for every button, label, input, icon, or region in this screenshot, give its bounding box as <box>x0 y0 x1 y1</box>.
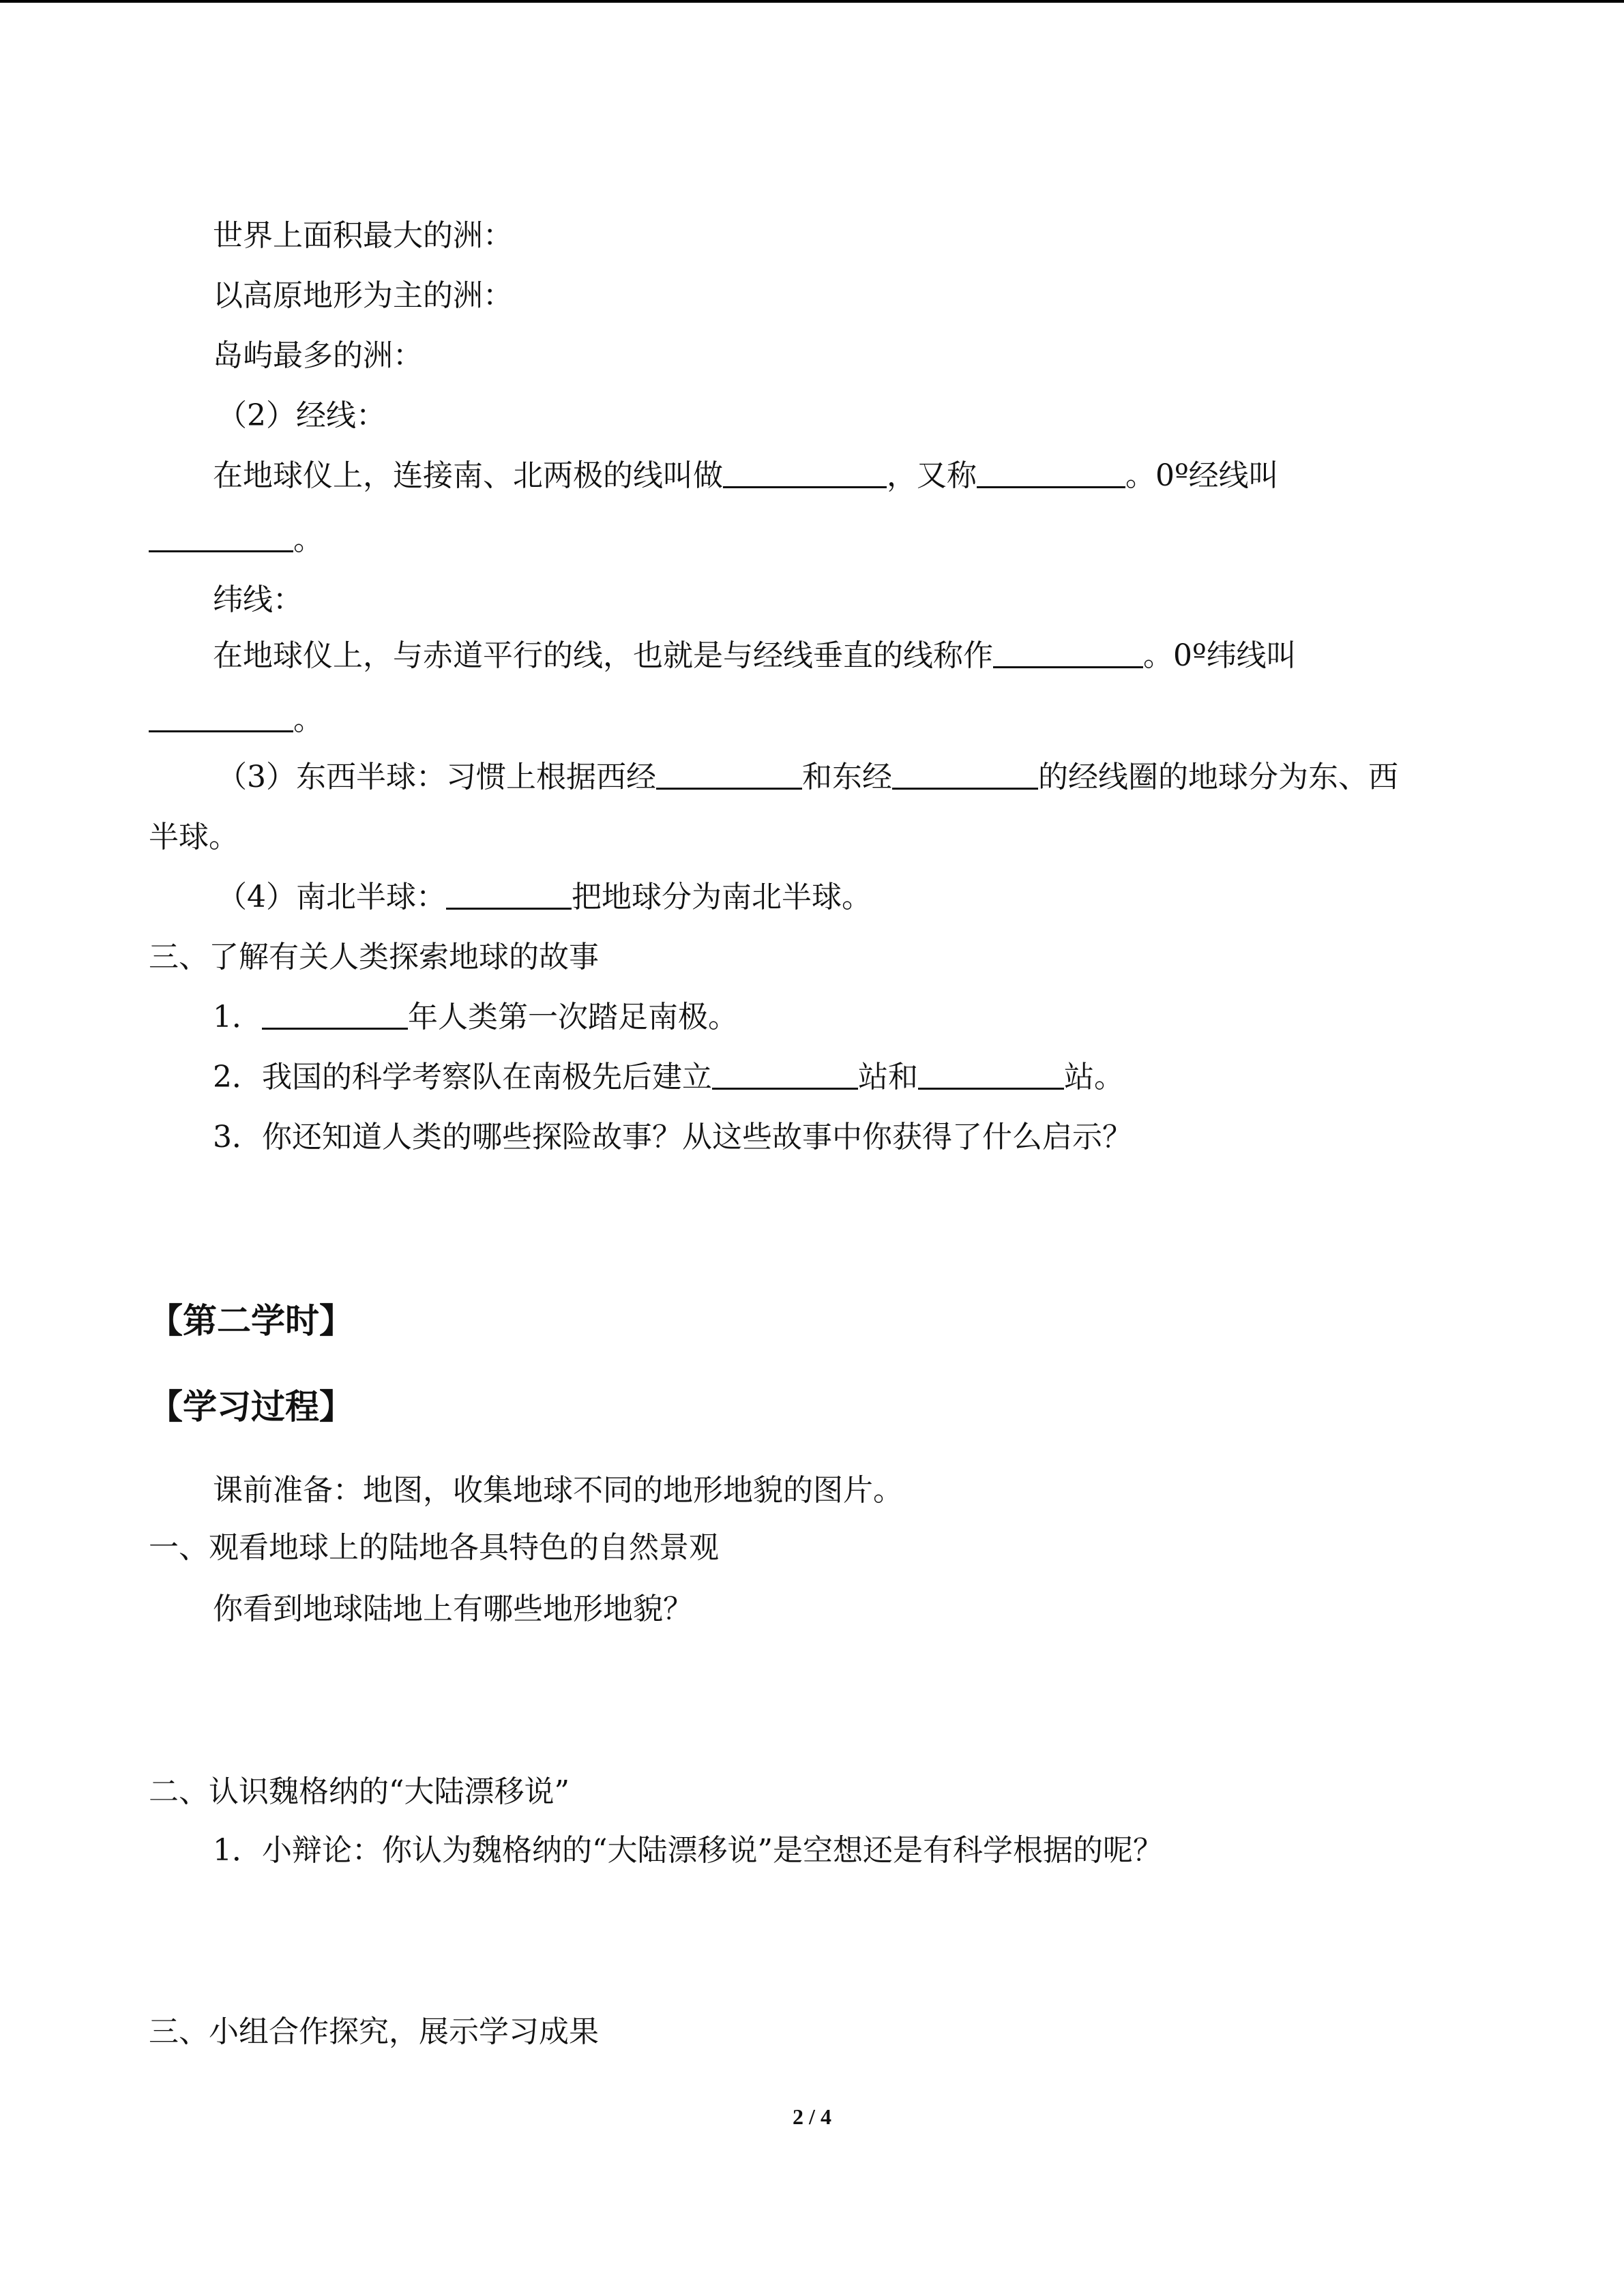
hemi-ns-text-b: 把地球分为南北半球。 <box>572 880 872 914</box>
q1-number: 1． <box>213 1000 262 1034</box>
answer-blank[interactable] <box>446 878 572 910</box>
answer-blank[interactable] <box>918 1058 1064 1090</box>
hemi-ew-text-b: 和东经 <box>802 760 892 794</box>
latitude-definition-cont <box>149 700 323 741</box>
section-two-question: 1．小辩论：你认为魏格纳的“大陆漂移说”是空想还是有科学根据的呢？ <box>213 1833 1163 1868</box>
question-3: 3．你还知道人类的哪些探险故事？从这些故事中你获得了什么启示？ <box>213 1120 1132 1154</box>
section-two-title: 二、认识魏格纳的“大陆漂移说” <box>149 1774 570 1809</box>
section-one-title: 一、观看地球上的陆地各具特色的自然景观 <box>149 1530 719 1565</box>
longitude-title: （2）经线： <box>217 398 386 433</box>
longitude-text-b: ，又称 <box>887 458 977 493</box>
answer-blank[interactable] <box>149 700 293 732</box>
hemi-ew-text-a: （3）东西半球：习惯上根据西经 <box>217 760 656 794</box>
answer-blank[interactable] <box>149 520 293 552</box>
q2-text-c: 站。 <box>1064 1060 1124 1094</box>
islands-continent-question: 岛屿最多的洲： <box>213 338 423 373</box>
longitude-end: 。 <box>293 522 323 557</box>
east-west-hemisphere <box>217 757 1398 798</box>
q1-text: 年人类第一次踏足南极。 <box>408 1000 738 1034</box>
north-south-hemisphere <box>217 877 872 918</box>
largest-continent-question: 世界上面积最大的洲： <box>213 218 513 253</box>
east-west-hemisphere-cont: 半球。 <box>149 820 239 854</box>
answer-blank[interactable] <box>993 636 1143 668</box>
latitude-title: 纬线： <box>213 582 303 617</box>
q2-text-b: 站和 <box>858 1060 918 1094</box>
hemi-ns-text-a: （4）南北半球： <box>217 880 446 914</box>
longitude-definition <box>213 456 1279 496</box>
question-1 <box>213 997 738 1038</box>
latitude-text-a: 在地球仪上，与赤道平行的线，也就是与经线垂直的线称作 <box>213 638 993 673</box>
question-2 <box>213 1057 1124 1098</box>
latitude-definition <box>213 636 1297 676</box>
hemi-ew-text-c: 的经线圈的地球分为东、西 <box>1038 760 1398 794</box>
answer-blank[interactable] <box>712 1058 858 1090</box>
answer-blank[interactable] <box>892 758 1038 790</box>
answer-blank[interactable] <box>977 456 1125 488</box>
section-one-question: 你看到地球陆地上有哪些地形地貌？ <box>213 1592 693 1626</box>
answer-blank[interactable] <box>656 758 802 790</box>
page-number: 2 / 4 <box>793 2104 831 2129</box>
preparation: 课前准备：地图，收集地球不同的地形地貌的图片。 <box>213 1473 903 1508</box>
longitude-text-a: 在地球仪上，连接南、北两极的线叫做 <box>213 458 723 493</box>
latitude-end: 。 <box>293 702 323 737</box>
answer-blank[interactable] <box>262 998 408 1030</box>
longitude-text-c: 。0º经线叫 <box>1125 458 1279 493</box>
longitude-definition-cont <box>149 520 323 561</box>
plateau-continent-question: 以高原地形为主的洲： <box>213 278 513 313</box>
q2-text-a: 2．我国的科学考察队在南极先后建立 <box>213 1060 712 1094</box>
learning-process-heading: 【学习过程】 <box>149 1387 353 1427</box>
section-three-lesson2-title: 三、小组合作探究，展示学习成果 <box>149 2014 599 2049</box>
lesson-two-heading: 【第二学时】 <box>149 1301 353 1341</box>
top-border <box>0 0 1624 3</box>
section-three-title: 三、了解有关人类探索地球的故事 <box>149 940 599 974</box>
answer-blank[interactable] <box>723 456 887 488</box>
latitude-text-b: 。0º纬线叫 <box>1143 638 1297 673</box>
